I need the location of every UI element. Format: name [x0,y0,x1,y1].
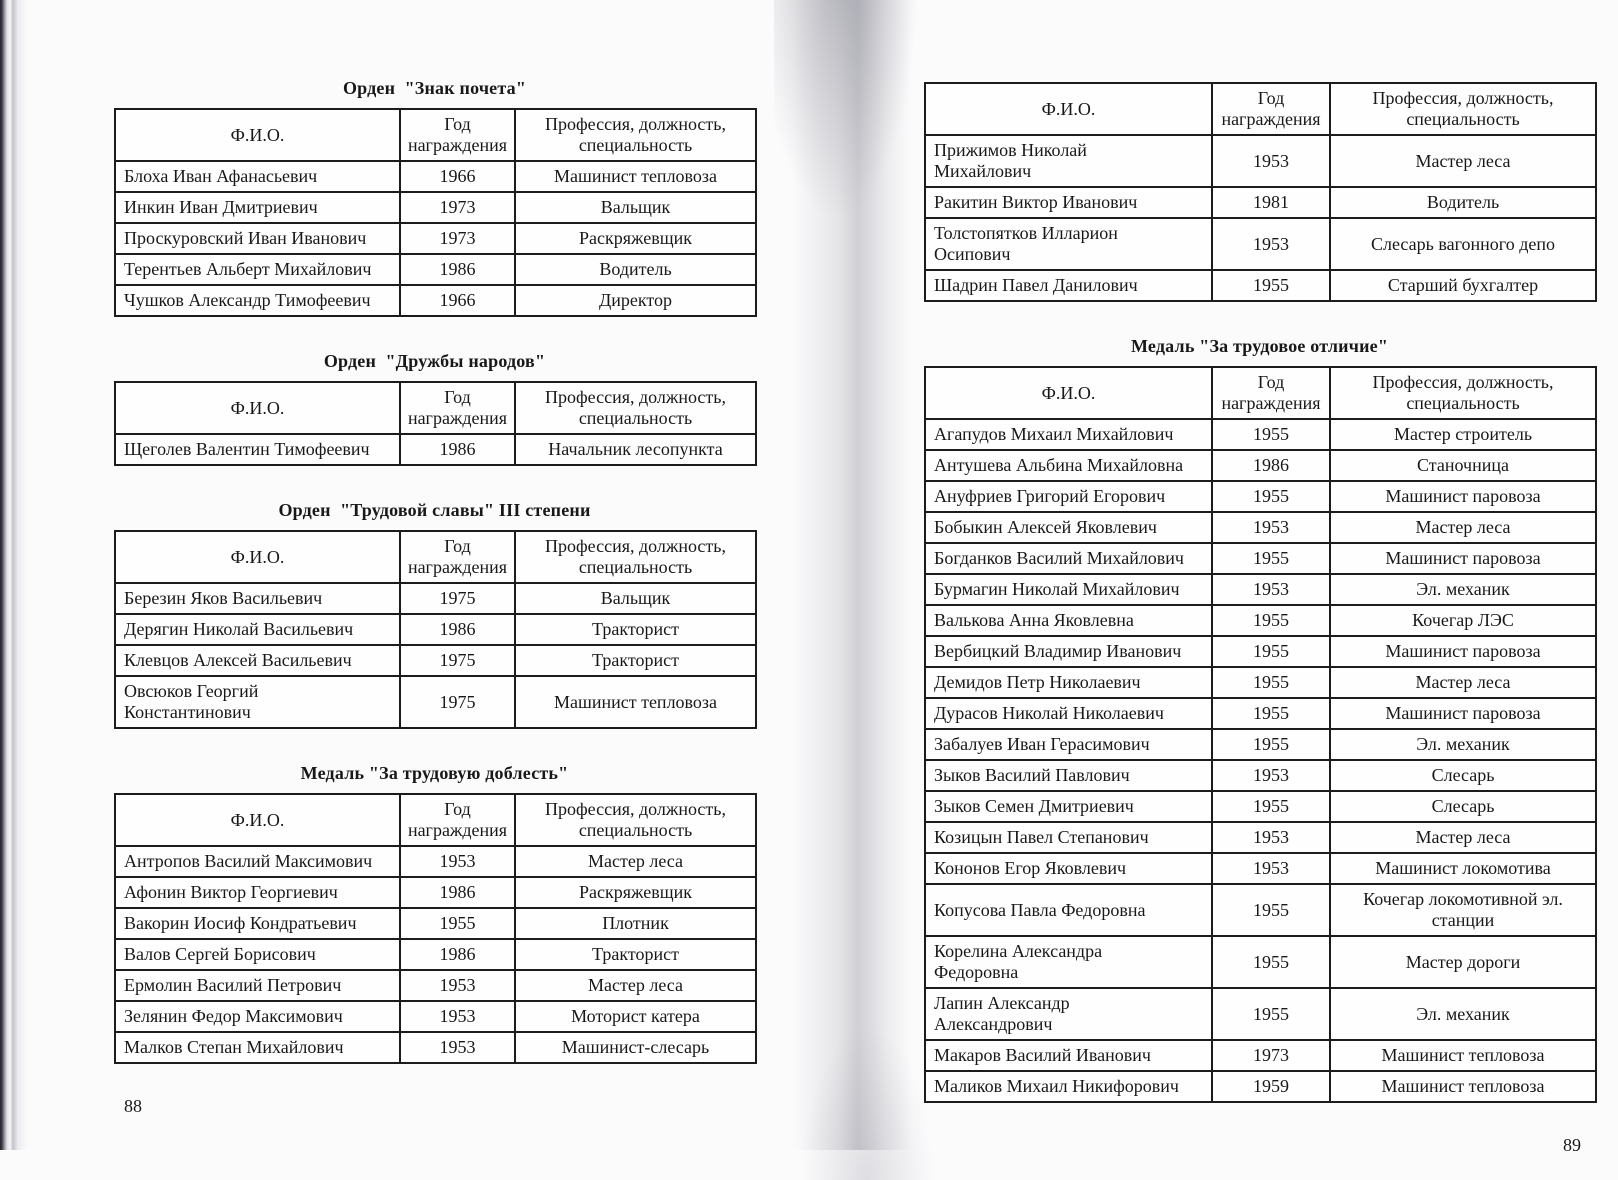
cell-profession: Станочница [1330,450,1596,481]
cell-name: Козицын Павел Степанович [925,822,1212,853]
cell-name: Блоха Иван Афанасьевич [115,161,400,192]
award-title: Орден "Знак почета" [342,78,527,98]
cell-name: Инкин Иван Дмитриевич [115,192,400,223]
cell-year: 1975 [400,645,515,676]
table-row [115,614,756,645]
cell-year: 1955 [1212,481,1330,512]
table-row [925,512,1596,543]
award-section [114,349,755,466]
cell-profession: Машинист паровоза [1330,543,1596,574]
cell-year: 1955 [1212,988,1330,1040]
cell-name: Афонин Виктор Георгиевич [115,877,400,908]
awards-table [924,82,1597,302]
table-row [115,285,756,316]
column-header-name: Ф.И.О. [115,531,400,583]
column-header-year: Год награждения [400,531,515,583]
column-header-profession: Профессия, должность, специальность [1330,367,1596,419]
cell-profession: Мастер дороги [1330,936,1596,988]
page-left-sections [114,76,755,1064]
cell-year: 1953 [1212,822,1330,853]
table-row [925,667,1596,698]
cell-profession: Тракторист [515,645,756,676]
awards-table [114,793,757,1064]
cell-name: Щеголев Валентин Тимофеевич [115,434,400,465]
table-row [115,908,756,939]
column-header-name: Ф.И.О. [925,83,1212,135]
table-row [925,574,1596,605]
cell-year: 1959 [1212,1071,1330,1102]
column-header-name: Ф.И.О. [115,109,400,161]
cell-year: 1953 [400,1001,515,1032]
cell-profession: Машинист локомотива [1330,853,1596,884]
cell-name: Агапудов Михаил Михайлович [925,419,1212,450]
cell-name: Зыков Семен Дмитриевич [925,791,1212,822]
column-header-profession: Профессия, должность, специальность [1330,83,1596,135]
cell-name: Дерягин Николай Васильевич [115,614,400,645]
table-row [925,853,1596,884]
award-title: Медаль "За трудовое отличие" [1130,336,1389,356]
table-row [925,450,1596,481]
cell-profession: Мастер леса [1330,512,1596,543]
cell-name: Овсюков Георгий Константинович [115,676,400,728]
cell-year: 1953 [400,1032,515,1063]
page-right-sections [924,82,1595,1103]
cell-name: Антушева Альбина Михайловна [925,450,1212,481]
table-row [925,822,1596,853]
table-row [115,846,756,877]
cell-profession: Слесарь [1330,760,1596,791]
cell-name: Маликов Михаил Никифорович [925,1071,1212,1102]
cell-profession: Машинист тепловоза [515,161,756,192]
cell-year: 1955 [1212,729,1330,760]
column-header-profession: Профессия, должность, специальность [515,382,756,434]
cell-profession: Вальщик [515,583,756,614]
cell-profession: Моторист катера [515,1001,756,1032]
cell-name: Валов Сергей Борисович [115,939,400,970]
table-row [115,583,756,614]
cell-year: 1953 [1212,218,1330,270]
cell-year: 1955 [1212,605,1330,636]
award-title: Орден "Трудовой славы" III степени [278,500,591,520]
cell-year: 1986 [400,614,515,645]
awards-table [924,366,1597,1103]
table-row [925,1071,1596,1102]
award-section [114,76,755,317]
cell-profession: Эл. механик [1330,574,1596,605]
header-row [115,794,756,846]
cell-year: 1975 [400,583,515,614]
cell-profession: Водитель [1330,187,1596,218]
table-row [925,1040,1596,1071]
table-row [115,970,756,1001]
page-gutter-shadow [792,0,912,1150]
cell-year: 1955 [1212,698,1330,729]
page-number-left: 88 [124,1096,142,1116]
cell-year: 1955 [1212,543,1330,574]
cell-year: 1953 [1212,512,1330,543]
cell-profession: Вальщик [515,192,756,223]
cell-year: 1986 [1212,450,1330,481]
cell-year: 1955 [1212,636,1330,667]
cell-year: 1953 [400,846,515,877]
award-title: Орден "Дружбы народов" [323,351,546,371]
cell-profession: Машинист паровоза [1330,698,1596,729]
column-header-year: Год награждения [400,109,515,161]
column-header-name: Ф.И.О. [925,367,1212,419]
cell-year: 1966 [400,161,515,192]
table-row [925,543,1596,574]
page-number-right: 89 [1563,1135,1581,1155]
cell-name: Валькова Анна Яковлевна [925,605,1212,636]
cell-name: Ермолин Василий Петрович [115,970,400,1001]
table-row [925,988,1596,1040]
table-row [925,187,1596,218]
cell-name: Демидов Петр Николаевич [925,667,1212,698]
award-section [114,498,755,729]
cell-profession: Машинист паровоза [1330,481,1596,512]
cell-profession: Водитель [515,254,756,285]
table-row [115,434,756,465]
cell-profession: Машинист тепловоза [1330,1071,1596,1102]
cell-name: Лапин Александр Александрович [925,988,1212,1040]
cell-name: Березин Яков Васильевич [115,583,400,614]
award-section [924,334,1595,1103]
cell-profession: Мастер леса [515,970,756,1001]
cell-year: 1973 [400,192,515,223]
cell-name: Зыков Василий Павлович [925,760,1212,791]
cell-profession: Машинист тепловоза [1330,1040,1596,1071]
cell-name: Корелина Александра Федоровна [925,936,1212,988]
table-row [115,645,756,676]
cell-profession: Тракторист [515,939,756,970]
table-row [925,419,1596,450]
cell-year: 1986 [400,939,515,970]
cell-name: Прижимов Николай Михайлович [925,135,1212,187]
awards-table [114,530,757,729]
cell-profession: Эл. механик [1330,729,1596,760]
cell-year: 1975 [400,676,515,728]
table-row [925,636,1596,667]
cell-profession: Мастер леса [1330,822,1596,853]
table-row [115,939,756,970]
cell-profession: Мастер леса [1330,135,1596,187]
cell-year: 1981 [1212,187,1330,218]
cell-year: 1955 [1212,884,1330,936]
cell-name: Копусова Павла Федоровна [925,884,1212,936]
cell-year: 1973 [400,223,515,254]
table-row [115,1001,756,1032]
table-row [115,223,756,254]
column-header-profession: Профессия, должность, специальность [515,109,756,161]
cell-name: Проскуровский Иван Иванович [115,223,400,254]
page-right [924,82,1595,1156]
table-row [925,884,1596,936]
table-row [925,135,1596,187]
cell-name: Дурасов Николай Николаевич [925,698,1212,729]
cell-year: 1955 [1212,791,1330,822]
cell-year: 1986 [400,877,515,908]
cell-profession: Кочегар локомотивной эл. станции [1330,884,1596,936]
cell-profession: Раскряжевщик [515,877,756,908]
table-row [115,254,756,285]
column-header-profession: Профессия, должность, специальность [515,531,756,583]
cell-name: Толстопятков Илларион Осипович [925,218,1212,270]
column-header-year: Год награждения [1212,83,1330,135]
column-header-name: Ф.И.О. [115,382,400,434]
table-row [115,676,756,728]
header-row [115,109,756,161]
table-row [925,729,1596,760]
table-row [925,270,1596,301]
cell-name: Макаров Василий Иванович [925,1040,1212,1071]
table-row [925,760,1596,791]
cell-year: 1955 [1212,936,1330,988]
table-row [925,605,1596,636]
cell-profession: Плотник [515,908,756,939]
column-header-year: Год награждения [1212,367,1330,419]
header-row [115,382,756,434]
cell-year: 1953 [1212,135,1330,187]
cell-profession: Мастер леса [515,846,756,877]
cell-name: Клевцов Алексей Васильевич [115,645,400,676]
cell-year: 1955 [1212,270,1330,301]
table-row [115,877,756,908]
award-title: Медаль "За трудовую доблесть" [300,763,569,783]
table-row [925,698,1596,729]
cell-name: Терентьев Альберт Михайлович [115,254,400,285]
table-row [115,161,756,192]
cell-profession: Слесарь [1330,791,1596,822]
column-header-profession: Профессия, должность, специальность [515,794,756,846]
header-row [925,367,1596,419]
header-row [115,531,756,583]
cell-year: 1955 [400,908,515,939]
cell-name: Чушков Александр Тимофеевич [115,285,400,316]
cell-year: 1955 [1212,419,1330,450]
cell-name: Кононов Егор Яковлевич [925,853,1212,884]
awards-table [114,381,757,466]
cell-profession: Слесарь вагонного депо [1330,218,1596,270]
table-row [115,1032,756,1063]
cell-profession: Кочегар ЛЭС [1330,605,1596,636]
cell-year: 1986 [400,254,515,285]
cell-year: 1986 [400,434,515,465]
cell-profession: Мастер строитель [1330,419,1596,450]
cell-name: Забалуев Иван Герасимович [925,729,1212,760]
header-row [925,83,1596,135]
cell-name: Ракитин Виктор Иванович [925,187,1212,218]
cell-profession: Эл. механик [1330,988,1596,1040]
column-header-year: Год награждения [400,794,515,846]
table-row [925,481,1596,512]
cell-name: Ануфриев Григорий Егорович [925,481,1212,512]
cell-year: 1973 [1212,1040,1330,1071]
column-header-name: Ф.И.О. [115,794,400,846]
table-row [925,218,1596,270]
cell-name: Шадрин Павел Данилович [925,270,1212,301]
cell-year: 1966 [400,285,515,316]
cell-name: Вербицкий Владимир Иванович [925,636,1212,667]
cell-year: 1953 [400,970,515,1001]
cell-year: 1953 [1212,760,1330,791]
cell-year: 1955 [1212,667,1330,698]
cell-profession: Раскряжевщик [515,223,756,254]
cell-profession: Мастер леса [1330,667,1596,698]
table-row [925,791,1596,822]
cell-profession: Машинист-слесарь [515,1032,756,1063]
cell-name: Вакорин Иосиф Кондратьевич [115,908,400,939]
cell-profession: Старший бухгалтер [1330,270,1596,301]
column-header-year: Год награждения [400,382,515,434]
cell-name: Антропов Василий Максимович [115,846,400,877]
cell-profession: Директор [515,285,756,316]
cell-profession: Тракторист [515,614,756,645]
cell-year: 1953 [1212,574,1330,605]
table-row [115,192,756,223]
cell-name: Богданков Василий Михайлович [925,543,1212,574]
cell-profession: Машинист тепловоза [515,676,756,728]
awards-table [114,108,757,317]
cell-name: Малков Степан Михайлович [115,1032,400,1063]
award-section [114,761,755,1064]
page-left [114,76,755,1117]
book-edge-shadow [0,0,30,1150]
cell-profession: Начальник лесопункта [515,434,756,465]
cell-name: Бурмагин Николай Михайлович [925,574,1212,605]
cell-name: Зелянин Федор Максимович [115,1001,400,1032]
table-row [925,936,1596,988]
award-section [924,82,1595,302]
cell-name: Бобыкин Алексей Яковлевич [925,512,1212,543]
cell-year: 1953 [1212,853,1330,884]
cell-profession: Машинист паровоза [1330,636,1596,667]
